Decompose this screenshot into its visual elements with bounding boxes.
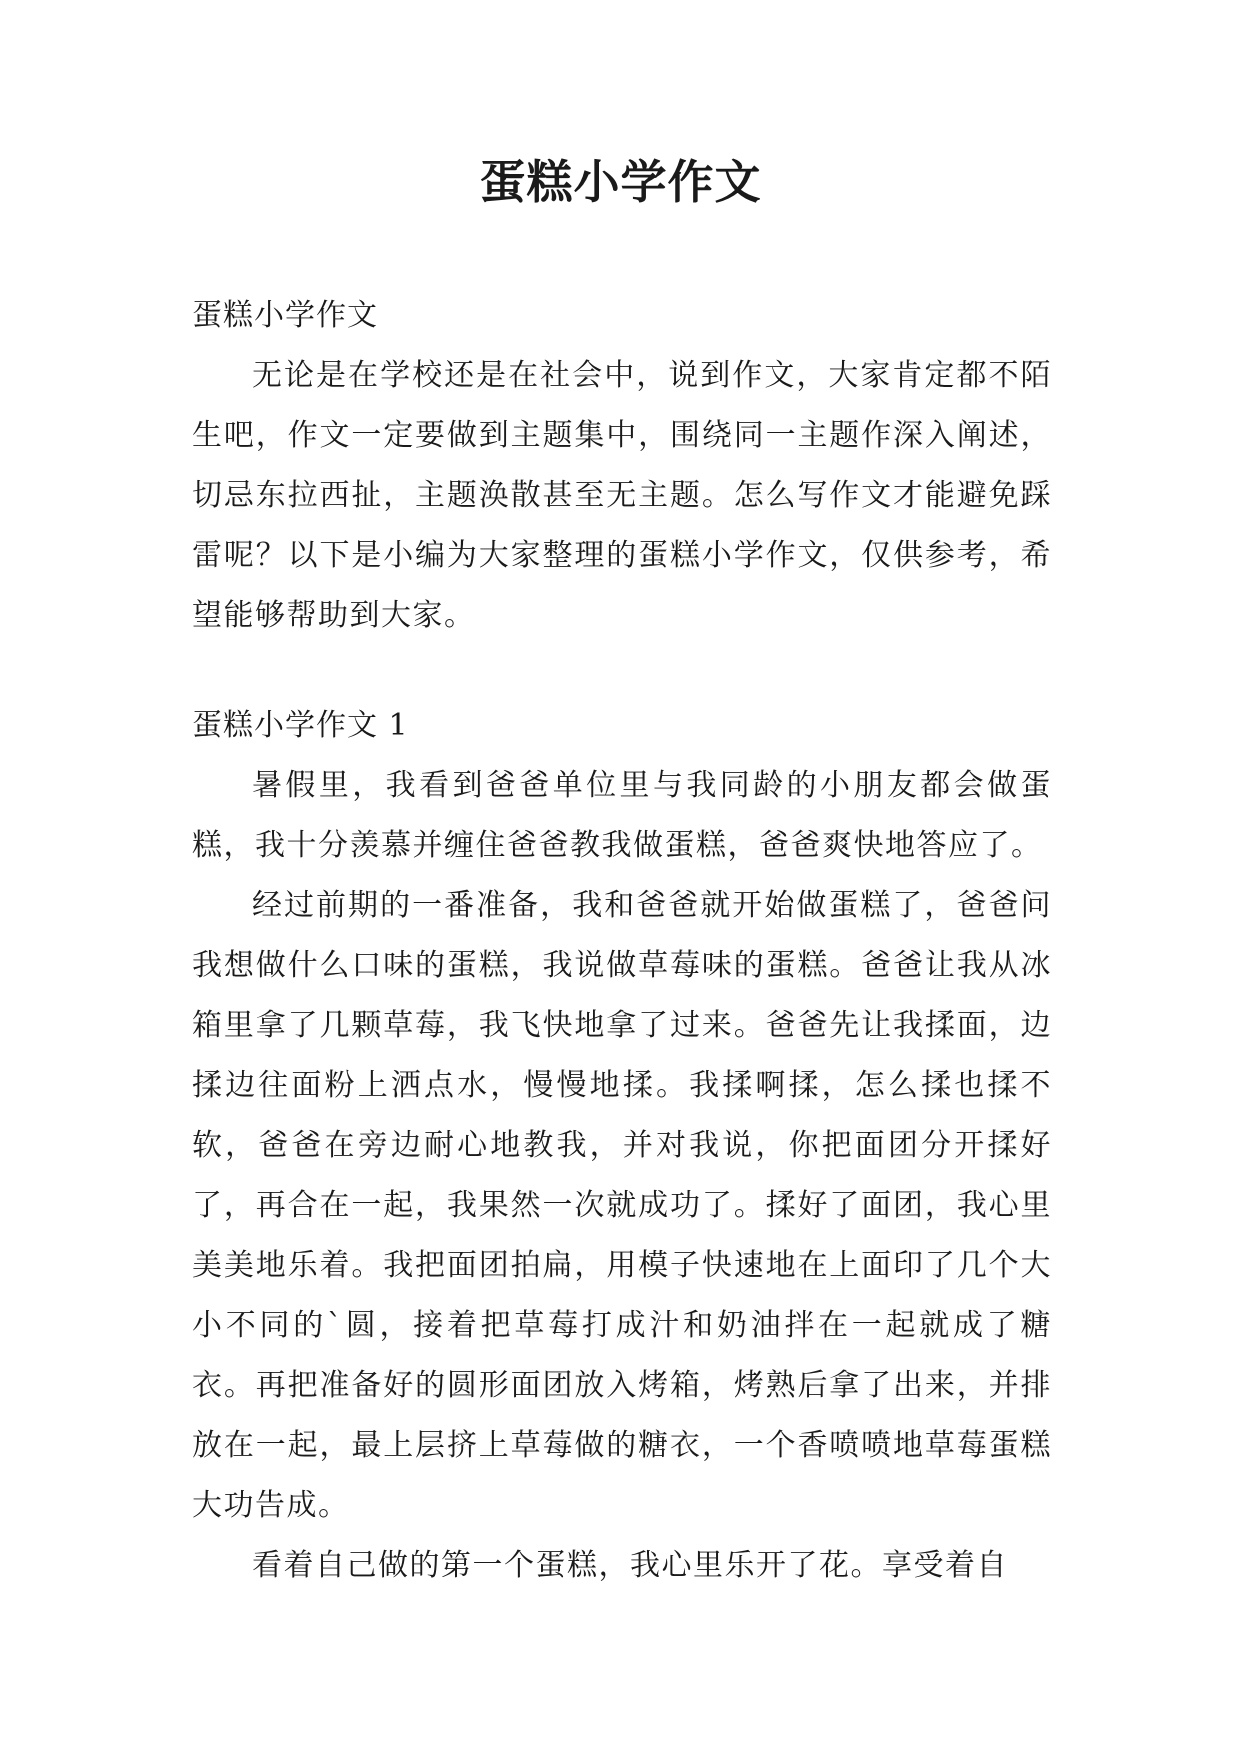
intro-paragraph: 无论是在学校还是在社会中，说到作文，大家肯定都不陌生吧，作文一定要做到主题集中，围绕同一主题作深入阐述，切忌东拉西扯，主题涣散甚至无主题。怎么写作文才能避免踩雷呢？以下是小编为大家整理的蛋糕小学作文，仅供参考，希望能够帮助到大家。 xyxy=(192,358,1052,633)
section-1-paragraph-2: 经过前期的一番准备，我和爸爸就开始做蛋糕了，爸爸问我想做什么口味的蛋糕，我说做草莓味的蛋糕。爸爸让我从冰箱里拿了几颗草莓，我飞快地拿了过来。爸爸先让我揉面，边揉边往面粉上洒点水，慢慢地揉。我揉啊揉，怎么揉也揉不软，爸爸在旁边耐心地教我，并对我说，你把面团分开揉好了，再合在一起，我果然一次就成功了。揉好了面团，我心里美美地乐着。我把面团拍扁，用模子快速地在上面印了几个大小不同的`圆，接着把草莓打成汁和奶油拌在一起就成了糖衣。再把准备好的圆形面团放入烤箱，烤熟后拿了出来，并排放在一起，最上层挤上草莓做的糖衣，一个香喷喷地草莓蛋糕大功告成。 xyxy=(192,888,1052,1523)
intro-heading: 蛋糕小学作文 xyxy=(192,298,378,333)
document-title: 蛋糕小学作文 xyxy=(479,155,762,209)
intro-section xyxy=(192,346,1052,646)
section-1-body xyxy=(192,756,1052,1596)
section-1-paragraph-1: 暑假里，我看到爸爸单位里与我同龄的小朋友都会做蛋糕，我十分羡慕并缠住爸爸教我做蛋糕，爸爸爽快地答应了。 xyxy=(192,768,1052,863)
section-1-heading: 蛋糕小学作文 1 xyxy=(192,708,409,743)
section-1-paragraph-3: 看着自己做的第一个蛋糕，我心里乐开了花。享受着自 xyxy=(252,1548,1008,1583)
